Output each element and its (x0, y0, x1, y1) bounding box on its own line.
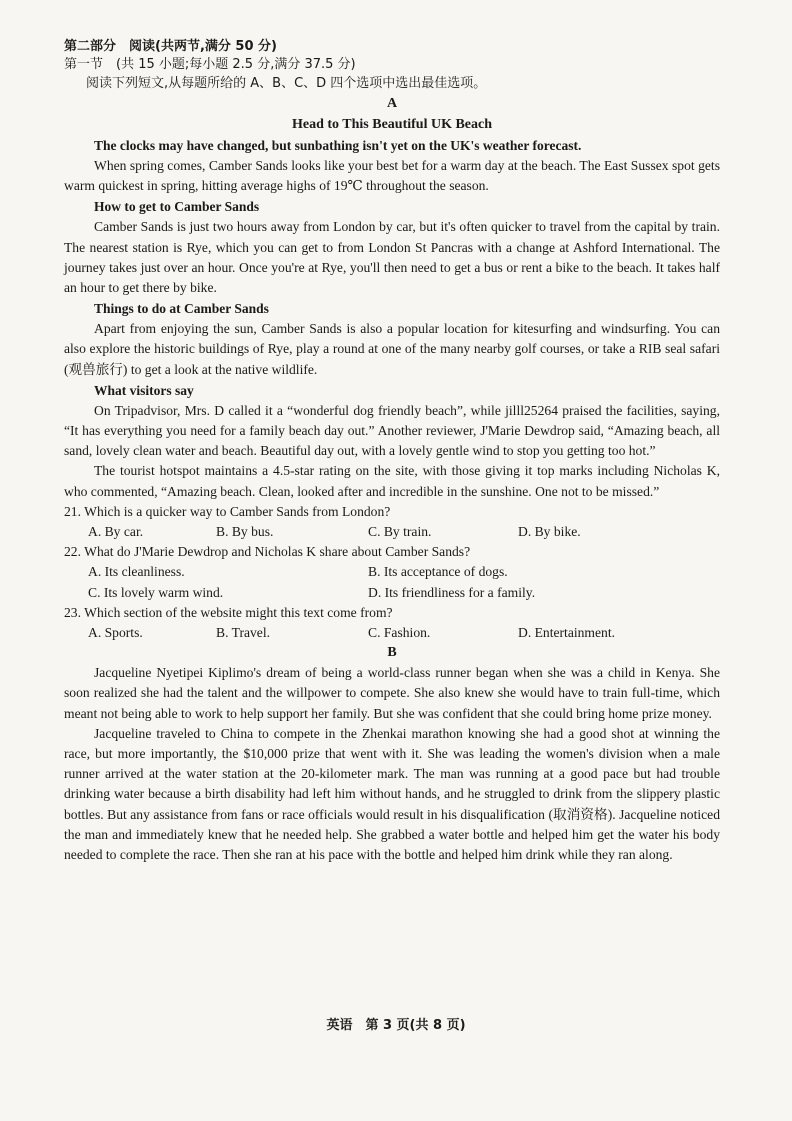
question-22-options-row-2 (64, 583, 720, 603)
option-c: C. By train. (368, 524, 432, 540)
option-d: D. Its friendliness for a family. (368, 584, 536, 600)
passage-b-paragraph-2: Jacqueline traveled to China to compete in the Zhenkai marathon knowing she had a good shot at winning the race, but more importantly, the $10,000 prize that went with it. She was leading the women's division when a male runner arrived at the water station at the 20-kilometer mark. The man was running at a good pace but had trouble drinking water because a birth disability had left him without hands, and he struggled to drink from the slippery plastic bottles. But any assistance from fans or race officials would result in his disqualification (取消资格). Jacqueline noticed the man and immediately knew that he needed help. She grabbed a water bottle and helped him get the water his body needed to complete the race. Then she ran at his pace with the bottle and helped him drink while they ran along. (64, 725, 720, 863)
passage-a-paragraph-3: Apart from enjoying the sun, Camber Sands is also a popular location for kitesurfing and windsurfing. You can also explore the historic buildings of Rye, play a round at one of the many nearby golf courses, or take a RIB seal safari (观兽旅行) to get a look at the native wildlife. (64, 321, 720, 377)
option-d: D. By bike. (518, 524, 581, 540)
question-23-options (64, 623, 720, 643)
option-b: B. By bus. (216, 524, 274, 540)
passage-b-letter: B (387, 645, 397, 661)
option-b: B. Travel. (216, 625, 271, 641)
passage-a-subtitle: The clocks may have changed, but sunbathing isn't yet on the UK's weather forecast. (94, 138, 582, 153)
passage-a-letter: A (386, 96, 398, 111)
passage-b-paragraph-1: Jacqueline Nyetipei Kiplimo's dream of being a world-class runner began when she was a child in Kenya. She soon realized she had the talent and the willpower to compete. She also knew she would have to train full-time, which meant not being able to work to help support her family. But she was confident that she could bring home prize money. (64, 665, 720, 721)
passage-a-title: Head to This Beautiful UK Beach (291, 117, 493, 132)
passage-a-paragraph-5: The tourist hotspot maintains a 4.5-star rating on the site, with those giving it top marks including Nicholas K, who commented, “Amazing beach. Clean, looked after and incredible in the sunshine. One not to be missed.” (64, 463, 720, 499)
exam-page (64, 38, 720, 865)
option-b: B. Its acceptance of dogs. (368, 564, 508, 580)
passage-a-heading-1: How to get to Camber Sands (94, 199, 260, 215)
question-23: 23. Which section of the website might this text come from? (64, 604, 393, 620)
section-heading: 第一节 (共 15 小题;每小题 2.5 分,满分 37.5 分) (64, 57, 356, 72)
passage-a-heading-3: What visitors say (94, 382, 194, 398)
question-21: 21. Which is a quicker way to Camber Sands from London? (64, 503, 391, 519)
option-a: A. Its cleanliness. (88, 564, 185, 580)
option-d: D. Entertainment. (518, 625, 616, 641)
question-21-options (64, 522, 720, 542)
question-22: 22. What do J'Marie Dewdrop and Nicholas K share about Camber Sands? (64, 544, 471, 560)
passage-a-heading-2: Things to do at Camber Sands (94, 301, 269, 317)
option-c: C. Its lovely warm wind. (88, 584, 224, 600)
instructions: 阅读下列短文,从每题所给的 A、B、C、D 四个选项中选出最佳选项。 (86, 76, 487, 91)
passage-a-paragraph-1: When spring comes, Camber Sands looks like your best bet for a warm day at the beach. The East Sussex spot gets warm quickest in spring, hitting average highs of 19℃ throughout the season. (64, 158, 720, 194)
option-a: A. Sports. (88, 625, 143, 641)
passage-a-paragraph-4: On Tripadvisor, Mrs. D called it a “wonderful dog friendly beach”, while jilll25264 praised the facilities, saying, “It has everything you need for a family beach day out.” Another reviewer, J'Marie Dewdrop said, “Amazing beach, all sand, lovely clean water and beach. Beautiful day out, with a lovely gentle wind to stop you getting too hot.” (64, 402, 720, 459)
option-c: C. Fashion. (368, 625, 431, 641)
question-22-options-row-1 (64, 562, 720, 582)
option-a: A. By car. (88, 524, 144, 540)
part-heading: 第二部分 阅读(共两节,满分 50 分) (64, 39, 277, 54)
page-footer: 英语 第 3 页(共 8 页) (326, 1018, 466, 1033)
passage-a-paragraph-2: Camber Sands is just two hours away from London by car, but it's often quicker to travel from the capital by train. The nearest station is Rye, which you can get to from London St Pancras with a change at Ashford International. The journey takes just over an hour. Once you're at Rye, you'll then need to get a bus or rent a bike to the beach. It takes half an hour to get there by bike. (64, 219, 720, 296)
